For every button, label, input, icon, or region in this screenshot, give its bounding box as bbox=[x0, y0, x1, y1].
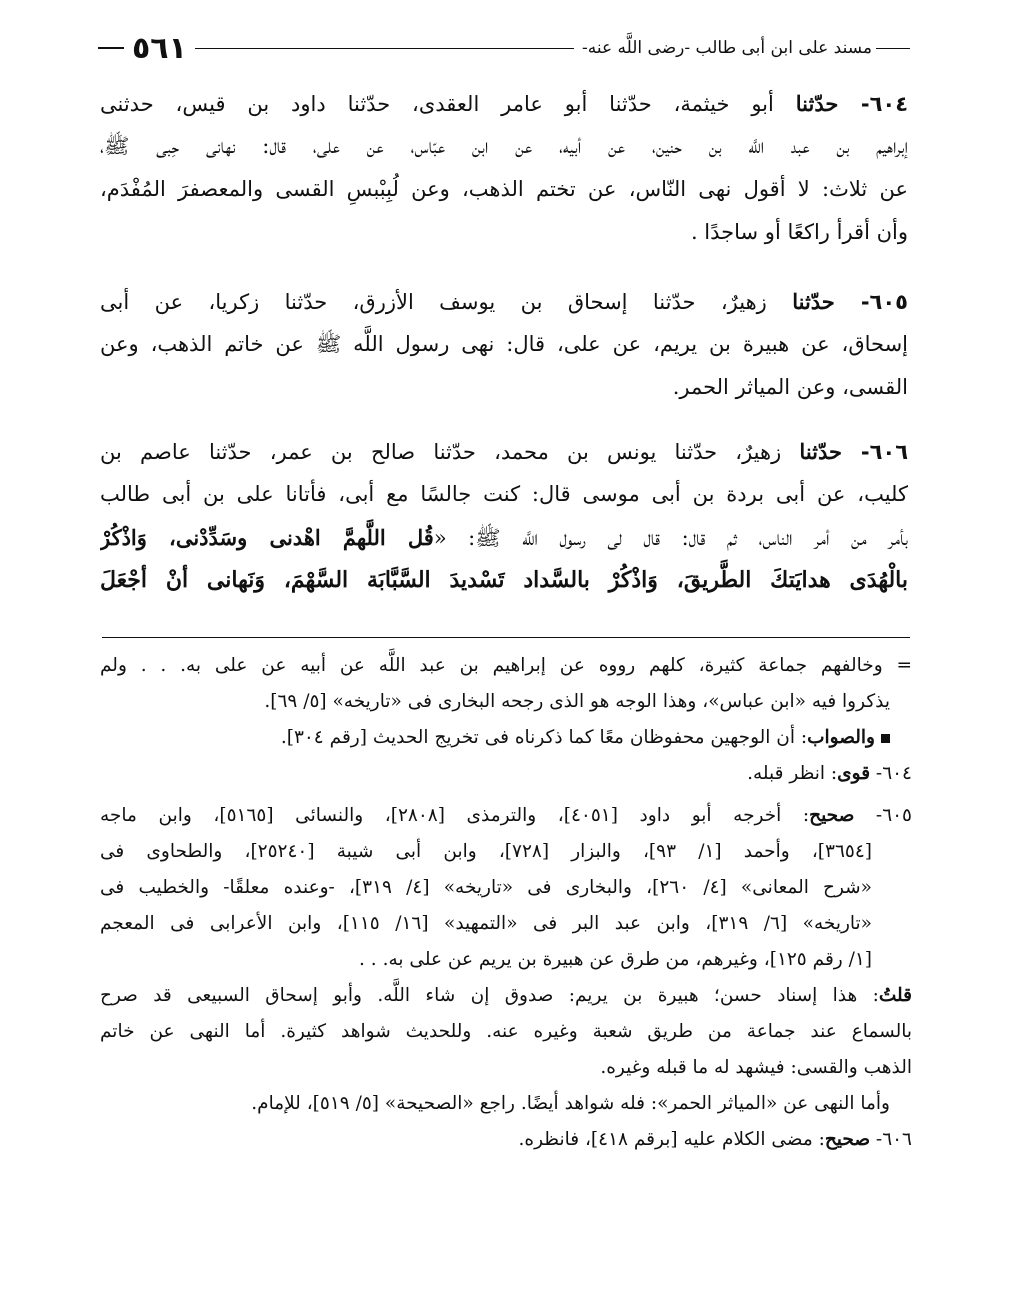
hadith-606-line-2: كليب، عن أبى بردة بن أبى موسى قال: كنت جالسًا مع أبى، فأتانا على بن أبى طالب bbox=[100, 482, 908, 506]
footnote-604 bbox=[100, 756, 912, 792]
footnote-qult-line-1 bbox=[100, 978, 912, 1014]
hadith-text: بأمر من أمر الناس، ثم قال: قال لى رسول اللَّه ﷺ: « bbox=[433, 526, 908, 550]
hadith-605-line-2: إسحاق، عن هبيرة بن يريم، عن على، قال: نهى رسول اللَّه ﷺ عن خاتم الذهب، وعن bbox=[100, 332, 908, 356]
hadith-number: ٦٠٤- bbox=[838, 92, 908, 116]
footnote-number: ٦٠٤- bbox=[870, 763, 912, 784]
footnote-605-line-2: [٣٦٥٤]، وأحمد [١/ ٩٣]، والبزار [٧٢٨]، وابن أبى شيبة [٢٥٢٤٠]، والطحاوى فى bbox=[100, 841, 872, 862]
footnote-continuation-line-2: يذكروا فيه «ابن عباس»، وهذا الوجه هو الذى رجحه البخارى فى «تاريخه» [٥/ ٦٩]. bbox=[264, 691, 890, 712]
page-number: ٥٦١ bbox=[132, 30, 187, 66]
running-title: مسند على ابن أبى طالب -رضى اللَّه عنه- bbox=[581, 38, 872, 58]
hadith-604-line-3: عن ثلاث: لا أقول نهى النّاس، عن تختم الذهب، وعن لُبِبْبسِ القسى والمعصفرَ المُفْدَم، bbox=[100, 177, 908, 201]
hadith-604 bbox=[100, 82, 908, 254]
header-leading-dash bbox=[876, 48, 910, 49]
hadith-number: ٦٠٦- bbox=[842, 440, 908, 464]
footnotes bbox=[100, 648, 912, 1158]
hadith-604-line-4: وأن أقرأ راكعًا أو ساجدًا . bbox=[690, 220, 908, 244]
page-header bbox=[98, 28, 910, 68]
footnote-separator bbox=[102, 637, 910, 638]
square-bullet-icon bbox=[881, 734, 890, 743]
footnote-605-line-3: «شرح المعانى» [٤/ ٢٦٠]، والبخارى فى «تاريخه» [٤/ ٣١٩]، -وعنده معلقًا- والخطيب فى bbox=[100, 877, 872, 898]
hadith-text: أبو خيثمة، حدّثنا أبو عامر العقدى، حدّثنا داود بن قيس، حدثنى bbox=[100, 92, 796, 116]
hadith-604-line-2: إبراهيم بن عبد اللَّه بن حنين، عن أبيه، عن ابن عبّاس، عن على، قال: نهانى حِبى ﷺ، bbox=[100, 134, 908, 158]
footnote-text: : انظر قبله. bbox=[747, 763, 838, 784]
footnote-continuation-line-1: = وخالفهم جماعة كثيرة، كلهم رووه عن إبراهيم بن عبد اللَّه عن أبيه عن على به. . . ولم bbox=[100, 655, 912, 676]
footnote-number: ٦٠٥- bbox=[854, 805, 912, 826]
footnote-605-line-5: [١/ رقم ١٢٥]، وغيرهم، من طرق عن هبيرة بن يريم عن على به. . . bbox=[359, 949, 872, 970]
hadith-text: زهيرٌ، حدّثنا يونس بن محمد، حدّثنا صالح بن عمر، حدّثنا عاصم بن bbox=[100, 440, 800, 464]
hadith-lead: حدّثنا bbox=[799, 439, 843, 464]
footnote-qult-line-3: الذهب والقسى: فيشهد له ما قبله وغيره. bbox=[600, 1057, 912, 1078]
prophetic-supplication: قُل اللَّهمَّ اهْدنى وسَدِّدْنى، وَاذْكُرْ bbox=[100, 525, 434, 550]
header-rule bbox=[195, 48, 574, 49]
footnote-number: ٦٠٦- bbox=[870, 1129, 912, 1150]
footnote-grade: قوى bbox=[837, 763, 871, 784]
footnote-text: : هذا إسناد حسن؛ هبيرة بن يريم: صدوق إن شاء اللَّه. وأبو إسحاق السبيعى قد صرح bbox=[100, 985, 879, 1006]
footnote-606 bbox=[100, 1122, 912, 1158]
footnote-605-line-4: «تاريخه» [٦/ ٣١٩]، وابن عبد البر فى «التمهيد» [١٦/ ١١٥]، وابن الأعرابى فى المعجم bbox=[100, 913, 873, 934]
footnote-text: : أن الوجهين محفوظان معًا كما ذكرناه فى تخريج الحديث [رقم ٣٠٤]. bbox=[280, 727, 808, 748]
hadith-text: زهيرٌ، حدّثنا إسحاق بن يوسف الأزرق، حدّثنا زكريا، عن أبى bbox=[100, 290, 793, 314]
header-trailing-dash bbox=[98, 47, 124, 49]
hadith-606-line-1 bbox=[100, 430, 908, 473]
hadith-606 bbox=[100, 430, 908, 602]
hadith-lead: حدّثنا bbox=[792, 289, 835, 314]
footnote-label: قلتُ bbox=[878, 985, 912, 1006]
footnote-605-line-1 bbox=[100, 798, 912, 834]
footnote-sawab bbox=[100, 720, 912, 756]
hadith-605 bbox=[100, 280, 908, 409]
hadith-lead: حدّثنا bbox=[795, 91, 839, 116]
hadith-605-line-1 bbox=[100, 280, 908, 323]
footnote-grade: صحيح bbox=[809, 805, 855, 826]
footnote-grade: صحيح bbox=[824, 1129, 871, 1150]
hadith-606-line-4: بالْهُدَى هدايَتكَ الطَّريقَ، وَاذْكُرْ بالسَّداد تَسْديدَ السَّبَّابَة السَّهْمَ، وَنَهانى أنْ أجْعَلَ bbox=[100, 567, 908, 593]
footnote-text: : أخرجه أبو داود [٤٠٥١]، والترمذى [٢٨٠٨]، والنسائى [٥١٦٥]، وابن ماجه bbox=[100, 805, 810, 826]
hadith-604-line-1 bbox=[100, 82, 908, 125]
footnote-qult-line-2: بالسماع عند جماعة من طريق شعبة وغيره عنه. وللحديث شواهد كثيرة. أما النهى عن خاتم bbox=[100, 1021, 912, 1042]
hadith-605-line-3: القسى، وعن المياثر الحمر. bbox=[672, 375, 908, 399]
hadith-606-line-3 bbox=[100, 516, 908, 559]
footnote-text: : مضى الكلام عليه [برقم ٤١٨]، فانظره. bbox=[518, 1129, 825, 1150]
footnote-label: والصواب bbox=[807, 727, 875, 748]
hadith-number: ٦٠٥- bbox=[834, 290, 908, 314]
footnote-mayathir: وأما النهى عن «المياثر الحمر»: فله شواهد أيضًا. راجع «الصحيحة» [٥/ ٥١٩]، للإمام. bbox=[251, 1093, 890, 1114]
